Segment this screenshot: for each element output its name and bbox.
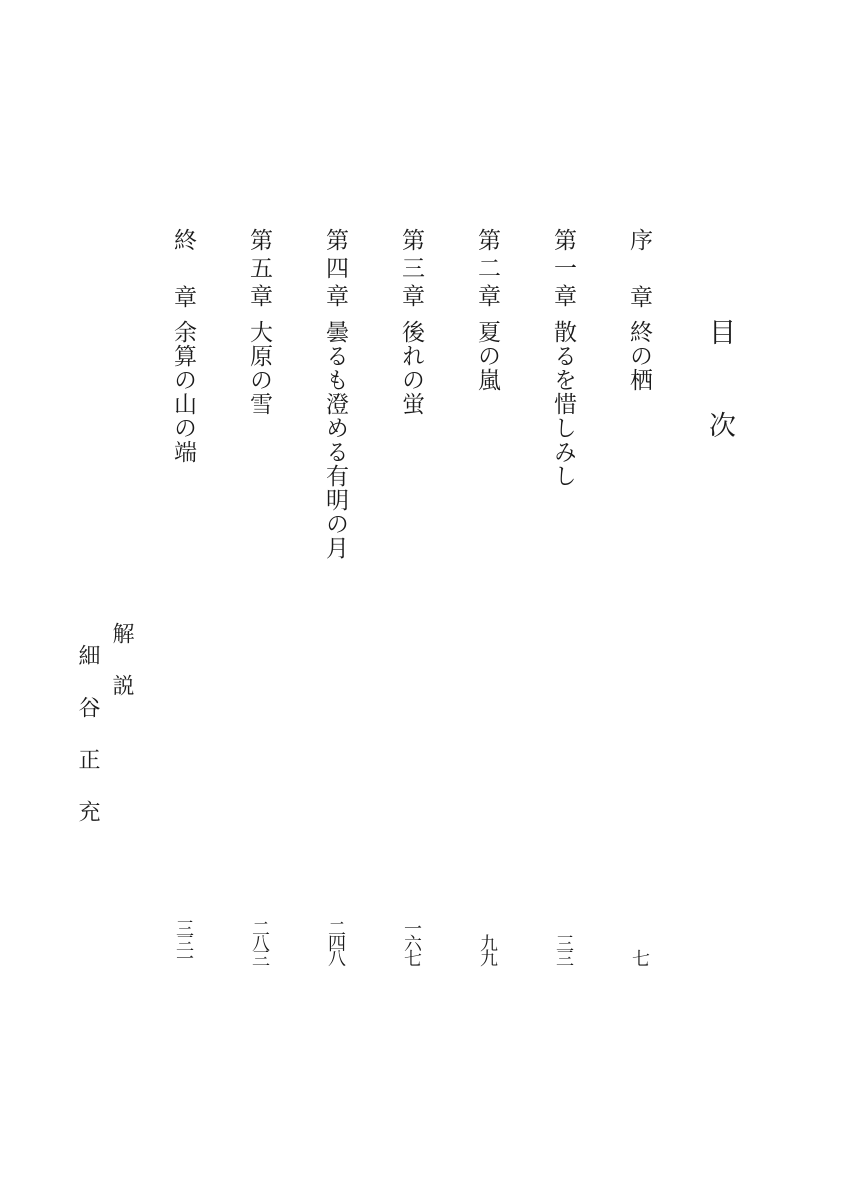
page-number: 二四八 [325, 919, 346, 964]
page-number: 三三一 [173, 919, 194, 964]
toc-entry-chapter-4[interactable] [318, 228, 352, 964]
commentary-label: 解説 [109, 622, 134, 726]
toc-row [622, 228, 656, 964]
toc-entry-chapter-3[interactable] [394, 228, 428, 964]
toc-entry-prologue[interactable] [622, 228, 656, 964]
chapter-title: 散るを惜しみし [550, 320, 576, 488]
chapter-label: 第四章 [322, 228, 348, 308]
chapter-label: 第二章 [474, 228, 500, 308]
chapter-title: 終の栖 [626, 320, 652, 392]
chapter-title: 後れの蛍 [398, 320, 424, 416]
chapter-label: 第三章 [398, 228, 424, 308]
toc-row [318, 228, 352, 964]
toc-entry-chapter-5[interactable] [242, 228, 276, 964]
chapter-label: 序 章 [626, 228, 652, 308]
page-number: 二八三 [249, 919, 270, 964]
toc-entry-epilogue[interactable] [166, 228, 200, 964]
chapter-title: 曇るも澄める有明の月 [322, 320, 348, 560]
chapter-label: 終 章 [170, 228, 196, 308]
page-number: 九九 [477, 934, 498, 964]
chapter-title: 夏の嵐 [474, 320, 500, 392]
toc-entry-chapter-1[interactable] [546, 228, 580, 964]
page-number: 一六七 [401, 919, 422, 964]
chapter-label: 第五章 [246, 228, 272, 308]
commentary-author: 細谷正充 [75, 644, 100, 852]
page-number: 七 [629, 949, 650, 964]
chapter-label: 第一章 [550, 228, 576, 308]
chapter-title: 余算の山の端 [170, 320, 196, 464]
toc-row [470, 228, 504, 964]
toc-row [394, 228, 428, 964]
page-title: 目次 [704, 318, 735, 504]
toc-entry-chapter-2[interactable] [470, 228, 504, 964]
toc-row [166, 228, 200, 964]
page-number: 三三 [553, 934, 574, 964]
commentary-credit[interactable] [75, 622, 138, 922]
toc-row [546, 228, 580, 964]
toc-row [242, 228, 276, 964]
chapter-title: 大原の雪 [246, 320, 272, 416]
